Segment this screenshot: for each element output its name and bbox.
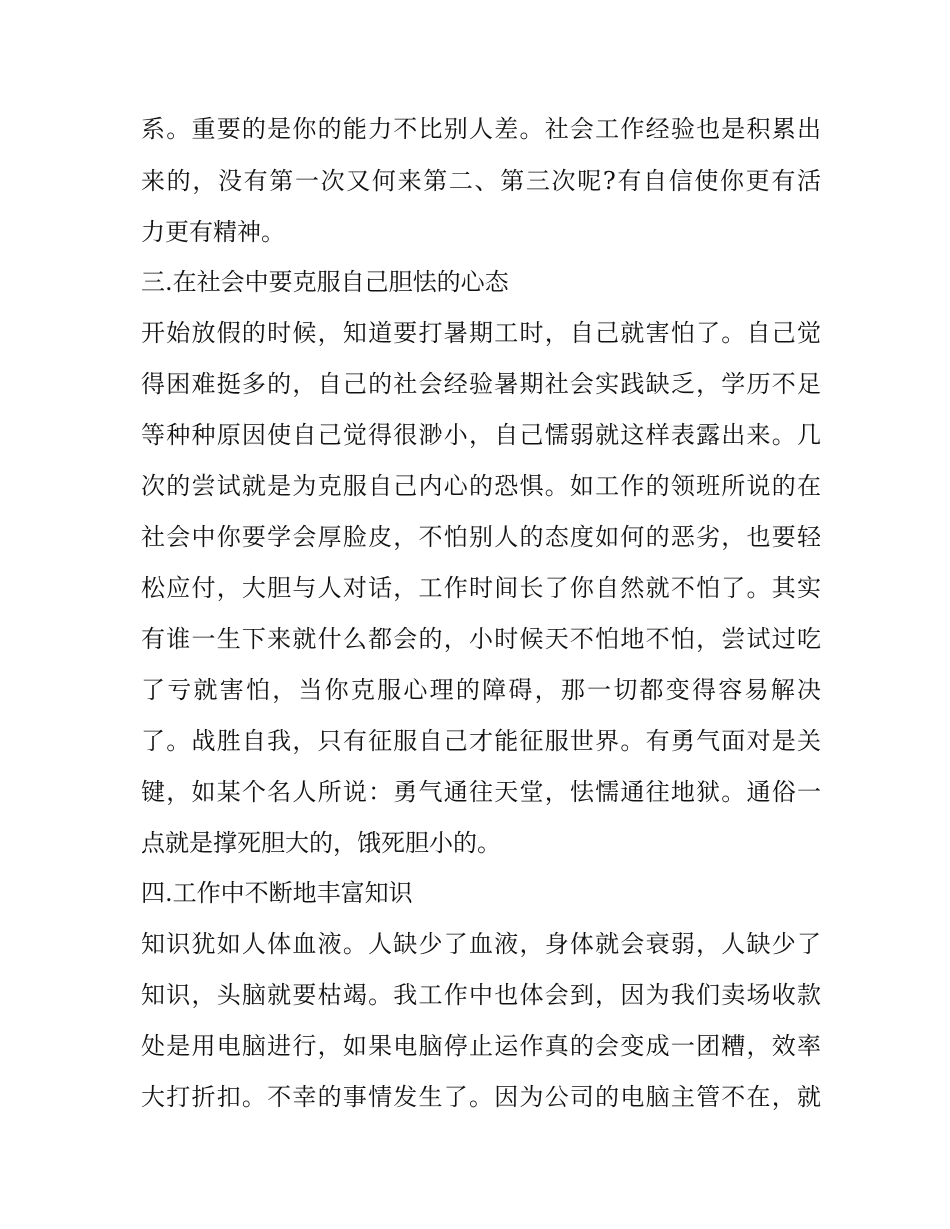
text-line-7: 等种种原因使自己觉得很渺小，自己懦弱就这样表露出来。几: [141, 421, 821, 449]
text-line-11: 有谁一生下来就什么都会的，小时候天不怕地不怕，尝试过吃: [141, 625, 821, 653]
text-line-19: 处是用电脑进行，如果电脑停止运作真的会变成一团糟，效率: [141, 1032, 821, 1060]
text-line-14: 键，如某个名人所说：勇气通往天堂，怯懦通往地狱。通俗一: [141, 778, 821, 806]
text-line-3: 力更有精神。: [141, 218, 285, 246]
text-line-13: 了。战胜自我，只有征服自己才能征服世界。有勇气面对是关: [141, 727, 821, 755]
text-line-18: 知识，头脑就要枯竭。我工作中也体会到，因为我们卖场收款: [141, 981, 821, 1009]
text-line-12: 了亏就害怕，当你克服心理的障碍，那一切都变得容易解决: [141, 676, 821, 704]
text-line-8: 次的尝试就是为克服自己内心的恐惧。如工作的领班所说的在: [141, 472, 821, 500]
text-line-1: 系。重要的是你的能力不比别人差。社会工作经验也是积累出: [141, 115, 821, 143]
text-line-15: 点就是撑死胆大的，饿死胆小的。: [141, 829, 501, 857]
text-line-20: 大打折扣。不幸的事情发生了。因为公司的电脑主管不在，就: [141, 1083, 821, 1111]
text-line-2: 来的，没有第一次又何来第二、第三次呢?有自信使你更有活: [141, 167, 821, 195]
text-line-5: 开始放假的时候，知道要打暑期工时，自己就害怕了。自己觉: [141, 319, 821, 347]
section-heading-3: 三.在社会中要克服自己胆怯的心态: [141, 268, 509, 296]
text-line-10: 松应付，大胆与人对话，工作时间长了你自然就不怕了。其实: [141, 574, 821, 602]
text-line-6: 得困难挺多的，自己的社会经验暑期社会实践缺乏，学历不足: [141, 370, 821, 398]
text-line-17: 知识犹如人体血液。人缺少了血液，身体就会衰弱，人缺少了: [141, 930, 821, 958]
text-line-9: 社会中你要学会厚脸皮，不怕别人的态度如何的恶劣，也要轻: [141, 523, 821, 551]
section-heading-4: 四.工作中不断地丰富知识: [141, 879, 413, 907]
